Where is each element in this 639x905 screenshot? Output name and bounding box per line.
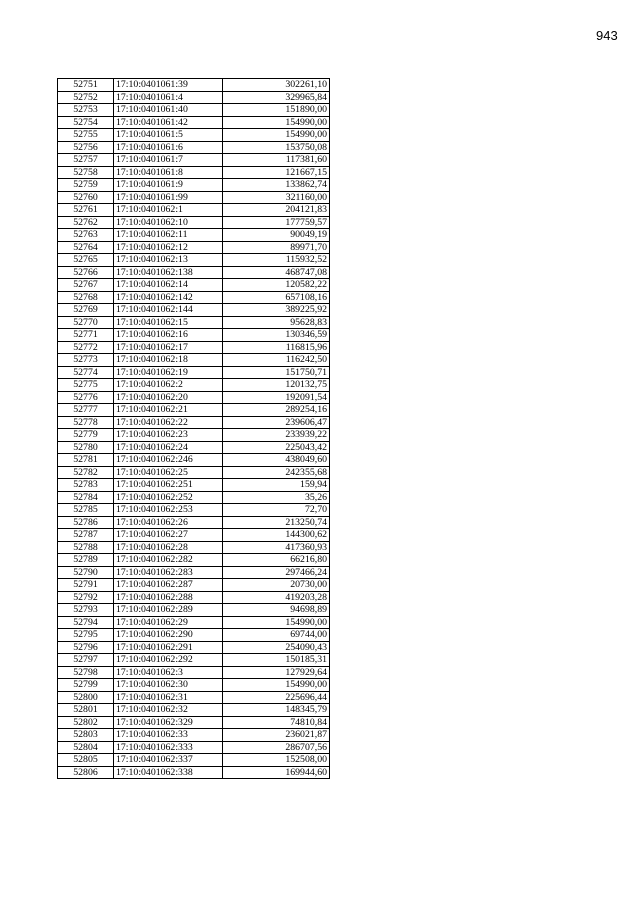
cadastral-value-cell: 151890,00 — [223, 104, 330, 117]
cadastral-number-cell: 17:10:0401062:1 — [114, 204, 223, 217]
cadastral-value-cell: 74810,84 — [223, 716, 330, 729]
table-row — [58, 766, 330, 779]
table-row — [58, 654, 330, 667]
row-number-cell: 52782 — [58, 466, 114, 479]
cadastral-number-cell: 17:10:0401062:12 — [114, 241, 223, 254]
table-row — [58, 191, 330, 204]
row-number-cell: 52755 — [58, 129, 114, 142]
cadastral-number-cell: 17:10:0401061:42 — [114, 116, 223, 129]
table-row — [58, 691, 330, 704]
cadastral-value-cell: 148345,79 — [223, 704, 330, 717]
row-number-cell: 52799 — [58, 679, 114, 692]
cadastral-value-cell: 297466,24 — [223, 566, 330, 579]
table-row — [58, 554, 330, 567]
cadastral-value-cell: 115932,52 — [223, 254, 330, 267]
cadastral-value-cell: 468747,08 — [223, 266, 330, 279]
row-number-cell: 52804 — [58, 741, 114, 754]
cadastral-value-cell: 117381,60 — [223, 154, 330, 167]
cadastral-value-cell: 120132,75 — [223, 379, 330, 392]
row-number-cell: 52764 — [58, 241, 114, 254]
row-number-cell: 52783 — [58, 479, 114, 492]
row-number-cell: 52773 — [58, 354, 114, 367]
cadastral-number-cell: 17:10:0401062:338 — [114, 766, 223, 779]
cadastral-number-cell: 17:10:0401061:7 — [114, 154, 223, 167]
table-row — [58, 541, 330, 554]
table-row — [58, 91, 330, 104]
cadastral-value-cell: 133862,74 — [223, 179, 330, 192]
cadastral-value-cell: 239606,47 — [223, 416, 330, 429]
row-number-cell: 52778 — [58, 416, 114, 429]
table-row — [58, 266, 330, 279]
cadastral-number-cell: 17:10:0401062:252 — [114, 491, 223, 504]
cadastral-value-cell: 66216,80 — [223, 554, 330, 567]
table-row — [58, 516, 330, 529]
row-number-cell: 52786 — [58, 516, 114, 529]
cadastral-value-cell: 159,94 — [223, 479, 330, 492]
row-number-cell: 52797 — [58, 654, 114, 667]
table-row — [58, 466, 330, 479]
row-number-cell: 52805 — [58, 754, 114, 767]
cadastral-value-cell: 236021,87 — [223, 729, 330, 742]
table-row — [58, 216, 330, 229]
row-number-cell: 52769 — [58, 304, 114, 317]
table-row — [58, 291, 330, 304]
row-number-cell: 52761 — [58, 204, 114, 217]
cadastral-number-cell: 17:10:0401062:32 — [114, 704, 223, 717]
table-row — [58, 754, 330, 767]
table-row — [58, 641, 330, 654]
cadastral-number-cell: 17:10:0401062:246 — [114, 454, 223, 467]
table-row — [58, 479, 330, 492]
cadastral-value-cell: 127929,64 — [223, 666, 330, 679]
cadastral-value-cell: 302261,10 — [223, 79, 330, 92]
table-row — [58, 154, 330, 167]
cadastral-value-cell: 89971,70 — [223, 241, 330, 254]
cadastral-number-cell: 17:10:0401062:337 — [114, 754, 223, 767]
table-row — [58, 141, 330, 154]
row-number-cell: 52789 — [58, 554, 114, 567]
cadastral-number-cell: 17:10:0401062:16 — [114, 329, 223, 342]
row-number-cell: 52784 — [58, 491, 114, 504]
row-number-cell: 52772 — [58, 341, 114, 354]
cadastral-number-cell: 17:10:0401062:3 — [114, 666, 223, 679]
row-number-cell: 52801 — [58, 704, 114, 717]
table-row — [58, 504, 330, 517]
table-row — [58, 704, 330, 717]
cadastral-number-cell: 17:10:0401062:289 — [114, 604, 223, 617]
row-number-cell: 52779 — [58, 429, 114, 442]
cadastral-number-cell: 17:10:0401062:27 — [114, 529, 223, 542]
cadastral-number-cell: 17:10:0401062:291 — [114, 641, 223, 654]
cadastral-value-cell: 20730,00 — [223, 579, 330, 592]
cadastral-number-cell: 17:10:0401062:24 — [114, 441, 223, 454]
table-row — [58, 304, 330, 317]
cadastral-value-cell: 657108,16 — [223, 291, 330, 304]
cadastral-value-cell: 169944,60 — [223, 766, 330, 779]
cadastral-number-cell: 17:10:0401062:282 — [114, 554, 223, 567]
table-row — [58, 104, 330, 117]
cadastral-value-cell: 116815,96 — [223, 341, 330, 354]
cadastral-value-cell: 389225,92 — [223, 304, 330, 317]
cadastral-value-cell: 154990,00 — [223, 616, 330, 629]
cadastral-number-cell: 17:10:0401061:8 — [114, 166, 223, 179]
cadastral-number-cell: 17:10:0401062:25 — [114, 466, 223, 479]
table-row — [58, 179, 330, 192]
cadastral-value-cell: 120582,22 — [223, 279, 330, 292]
cadastral-value-cell: 90049,19 — [223, 229, 330, 242]
table-row — [58, 329, 330, 342]
row-number-cell: 52752 — [58, 91, 114, 104]
cadastral-number-cell: 17:10:0401062:22 — [114, 416, 223, 429]
row-number-cell: 52798 — [58, 666, 114, 679]
table-row — [58, 204, 330, 217]
cadastral-number-cell: 17:10:0401061:6 — [114, 141, 223, 154]
table-row — [58, 341, 330, 354]
cadastral-value-cell: 95628,83 — [223, 316, 330, 329]
cadastral-value-cell: 121667,15 — [223, 166, 330, 179]
row-number-cell: 52774 — [58, 366, 114, 379]
row-number-cell: 52794 — [58, 616, 114, 629]
table-row — [58, 579, 330, 592]
row-number-cell: 52776 — [58, 391, 114, 404]
row-number-cell: 52802 — [58, 716, 114, 729]
table-row — [58, 254, 330, 267]
cadastral-value-cell: 242355,68 — [223, 466, 330, 479]
cadastral-value-cell: 151750,71 — [223, 366, 330, 379]
cadastral-number-cell: 17:10:0401062:288 — [114, 591, 223, 604]
table-row — [58, 591, 330, 604]
row-number-cell: 52762 — [58, 216, 114, 229]
cadastral-number-cell: 17:10:0401062:33 — [114, 729, 223, 742]
row-number-cell: 52753 — [58, 104, 114, 117]
cadastral-number-cell: 17:10:0401062:21 — [114, 404, 223, 417]
table-row — [58, 116, 330, 129]
table-row — [58, 566, 330, 579]
table-row — [58, 629, 330, 642]
cadastral-number-cell: 17:10:0401062:292 — [114, 654, 223, 667]
cadastral-value-cell: 154990,00 — [223, 116, 330, 129]
cadastral-number-cell: 17:10:0401062:10 — [114, 216, 223, 229]
table-row — [58, 366, 330, 379]
cadastral-number-cell: 17:10:0401062:2 — [114, 379, 223, 392]
table-row — [58, 741, 330, 754]
row-number-cell: 52754 — [58, 116, 114, 129]
cadastral-number-cell: 17:10:0401062:253 — [114, 504, 223, 517]
table-row — [58, 729, 330, 742]
row-number-cell: 52792 — [58, 591, 114, 604]
row-number-cell: 52785 — [58, 504, 114, 517]
cadastral-number-cell: 17:10:0401062:290 — [114, 629, 223, 642]
cadastral-value-cell: 69744,00 — [223, 629, 330, 642]
row-number-cell: 52760 — [58, 191, 114, 204]
cadastral-number-cell: 17:10:0401062:13 — [114, 254, 223, 267]
cadastral-number-cell: 17:10:0401062:26 — [114, 516, 223, 529]
row-number-cell: 52795 — [58, 629, 114, 642]
table-row — [58, 241, 330, 254]
cadastral-number-cell: 17:10:0401062:31 — [114, 691, 223, 704]
cadastral-number-cell: 17:10:0401061:5 — [114, 129, 223, 142]
cadastral-value-cell: 254090,43 — [223, 641, 330, 654]
row-number-cell: 52787 — [58, 529, 114, 542]
row-number-cell: 52796 — [58, 641, 114, 654]
cadastral-value-cell: 225696,44 — [223, 691, 330, 704]
row-number-cell: 52781 — [58, 454, 114, 467]
cadastral-number-cell: 17:10:0401062:142 — [114, 291, 223, 304]
cadastral-value-cell: 116242,50 — [223, 354, 330, 367]
cadastral-number-cell: 17:10:0401062:15 — [114, 316, 223, 329]
cadastral-value-cell: 35,26 — [223, 491, 330, 504]
row-number-cell: 52751 — [58, 79, 114, 92]
cadastral-number-cell: 17:10:0401062:329 — [114, 716, 223, 729]
cadastral-number-cell: 17:10:0401062:30 — [114, 679, 223, 692]
row-number-cell: 52756 — [58, 141, 114, 154]
cadastral-number-cell: 17:10:0401061:4 — [114, 91, 223, 104]
table-row — [58, 666, 330, 679]
row-number-cell: 52759 — [58, 179, 114, 192]
row-number-cell: 52780 — [58, 441, 114, 454]
cadastral-value-cell: 321160,00 — [223, 191, 330, 204]
row-number-cell: 52771 — [58, 329, 114, 342]
cadastral-number-cell: 17:10:0401061:40 — [114, 104, 223, 117]
table-row — [58, 279, 330, 292]
cadastral-value-cell: 213250,74 — [223, 516, 330, 529]
table-row — [58, 129, 330, 142]
row-number-cell: 52800 — [58, 691, 114, 704]
table-row — [58, 391, 330, 404]
cadastral-value-cell: 72,70 — [223, 504, 330, 517]
table-row — [58, 404, 330, 417]
cadastral-value-cell: 177759,57 — [223, 216, 330, 229]
cadastral-value-cell: 130346,59 — [223, 329, 330, 342]
cadastral-number-cell: 17:10:0401062:138 — [114, 266, 223, 279]
cadastral-value-cell: 154990,00 — [223, 679, 330, 692]
cadastral-number-cell: 17:10:0401062:29 — [114, 616, 223, 629]
cadastral-value-cell: 289254,16 — [223, 404, 330, 417]
row-number-cell: 52767 — [58, 279, 114, 292]
cadastral-value-cell: 225043,42 — [223, 441, 330, 454]
row-number-cell: 52768 — [58, 291, 114, 304]
table-row — [58, 454, 330, 467]
cadastral-value-cell: 438049,60 — [223, 454, 330, 467]
cadastral-value-table — [57, 78, 330, 779]
table-row — [58, 491, 330, 504]
cadastral-number-cell: 17:10:0401062:18 — [114, 354, 223, 367]
table-row — [58, 679, 330, 692]
row-number-cell: 52765 — [58, 254, 114, 267]
table-row — [58, 416, 330, 429]
cadastral-number-cell: 17:10:0401061:39 — [114, 79, 223, 92]
cadastral-value-cell: 152508,00 — [223, 754, 330, 767]
row-number-cell: 52775 — [58, 379, 114, 392]
cadastral-number-cell: 17:10:0401062:287 — [114, 579, 223, 592]
cadastral-value-cell: 286707,56 — [223, 741, 330, 754]
row-number-cell: 52770 — [58, 316, 114, 329]
table-row — [58, 604, 330, 617]
row-number-cell: 52777 — [58, 404, 114, 417]
cadastral-number-cell: 17:10:0401061:99 — [114, 191, 223, 204]
cadastral-value-cell: 417360,93 — [223, 541, 330, 554]
table-row — [58, 441, 330, 454]
cadastral-value-cell: 192091,54 — [223, 391, 330, 404]
table-row — [58, 429, 330, 442]
page-number: 943 — [596, 28, 618, 43]
table-row — [58, 316, 330, 329]
cadastral-number-cell: 17:10:0401062:23 — [114, 429, 223, 442]
cadastral-value-cell: 154990,00 — [223, 129, 330, 142]
table-row — [58, 529, 330, 542]
row-number-cell: 52793 — [58, 604, 114, 617]
table-row — [58, 716, 330, 729]
cadastral-number-cell: 17:10:0401062:11 — [114, 229, 223, 242]
row-number-cell: 52791 — [58, 579, 114, 592]
table-row — [58, 79, 330, 92]
cadastral-number-cell: 17:10:0401062:144 — [114, 304, 223, 317]
cadastral-value-cell: 233939,22 — [223, 429, 330, 442]
row-number-cell: 52758 — [58, 166, 114, 179]
cadastral-value-cell: 94698,89 — [223, 604, 330, 617]
cadastral-value-cell: 419203,28 — [223, 591, 330, 604]
cadastral-number-cell: 17:10:0401062:251 — [114, 479, 223, 492]
cadastral-value-cell: 329965,84 — [223, 91, 330, 104]
cadastral-value-cell: 144300,62 — [223, 529, 330, 542]
row-number-cell: 52806 — [58, 766, 114, 779]
row-number-cell: 52757 — [58, 154, 114, 167]
cadastral-number-cell: 17:10:0401062:17 — [114, 341, 223, 354]
cadastral-number-cell: 17:10:0401062:20 — [114, 391, 223, 404]
row-number-cell: 52763 — [58, 229, 114, 242]
table-row — [58, 379, 330, 392]
row-number-cell: 52788 — [58, 541, 114, 554]
cadastral-number-cell: 17:10:0401062:333 — [114, 741, 223, 754]
cadastral-number-cell: 17:10:0401062:283 — [114, 566, 223, 579]
row-number-cell: 52803 — [58, 729, 114, 742]
table-row — [58, 166, 330, 179]
table-row — [58, 229, 330, 242]
row-number-cell: 52766 — [58, 266, 114, 279]
cadastral-value-cell: 204121,83 — [223, 204, 330, 217]
cadastral-number-cell: 17:10:0401062:14 — [114, 279, 223, 292]
table-body — [58, 79, 330, 779]
cadastral-number-cell: 17:10:0401062:19 — [114, 366, 223, 379]
table-row — [58, 354, 330, 367]
cadastral-number-cell: 17:10:0401062:28 — [114, 541, 223, 554]
cadastral-number-cell: 17:10:0401061:9 — [114, 179, 223, 192]
cadastral-value-cell: 150185,31 — [223, 654, 330, 667]
table-row — [58, 616, 330, 629]
cadastral-value-cell: 153750,08 — [223, 141, 330, 154]
row-number-cell: 52790 — [58, 566, 114, 579]
